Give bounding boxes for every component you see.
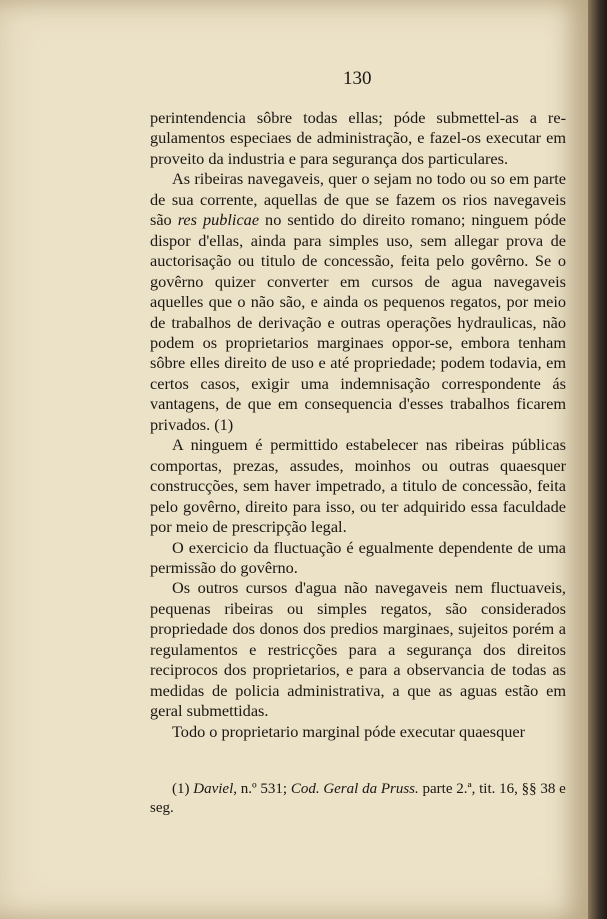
text-run: , n.º 531;	[233, 781, 291, 797]
italic-text: res publicae	[177, 210, 260, 230]
text-run: perintendencia sôbre todas ellas; póde submettel-as a regulamentos especiaes de administração, e fazel-os executar em proveito da industria e para segurança dos particulares.	[150, 108, 566, 168]
text-run: As ribeiras navegaveis, quer o sejam no todo ou so em parte de sua corrente, aquellas de que se fazem os rios navegaveis são	[150, 169, 566, 230]
page-edge	[588, 0, 607, 919]
text-run: parte 2.ª, tit. 16, §§ 38 e seg.	[150, 781, 566, 816]
text-run: O exercicio da fluctuação é egualmente dependente de uma permissão do govêrno.	[150, 537, 566, 577]
paragraph	[150, 578, 566, 721]
italic-text: Daviel	[193, 781, 234, 797]
paragraph	[150, 722, 566, 742]
body-text	[150, 108, 566, 742]
paragraph	[150, 108, 566, 169]
text-run: (1)	[172, 781, 194, 797]
footnote	[150, 780, 568, 818]
text-run: A ninguem é permittido estabelecer nas ribeiras públicas comportas, prezas, assudes, moinhos ou outras quaesquer construcções, sem haver impetrado, a titulo de concessão, feita pelo govêrno, direito para isso, ou ter adquirido essa faculdade por meio de prescripção legal.	[150, 435, 566, 537]
paragraph	[150, 538, 566, 579]
footnote-text	[150, 780, 568, 818]
text-run: Os outros cursos d'agua não navegaveis nem fluctuaveis, pequenas ribeiras ou simples regatos, são considerados propriedade dos donos dos predios marginaes, sujeitos porém a regulamentos e restricções para a segurança dos direitos reciprocos dos proprietarios, e para a observancia de todas as medidas de policia administrativa, a que as aguas estão em geral submettidas.	[150, 578, 566, 721]
paragraph	[150, 435, 566, 537]
text-run: no sentido do direito romano; ninguem póde dispor d'ellas, ainda para simples uso, sem allegar prova de auctorisação ou titulo de concessão, feita pelo govêrno. Se o govêrno quizer converter em cursos de agua navegaveis aquelles que o não são, e ainda os pequenos regatos, por meio de trabalhos de derivação e outras operações hydraulicas, não podem os proprietarios marginaes oppor-se, embora tenham sôbre elles direito de uso e até propriedade; podem todavia, em certos casos, exigir uma indemnisação correspondente ás vantagens, de que em consequencia d'esses trabalhos ficarem privados. (1)	[150, 210, 566, 434]
italic-text: Cod. Geral da Pruss.	[290, 781, 419, 797]
text-run: Todo o proprietario marginal póde executar quaesquer	[172, 721, 525, 741]
page-number-text: 130	[343, 68, 372, 89]
paragraph	[150, 169, 566, 435]
